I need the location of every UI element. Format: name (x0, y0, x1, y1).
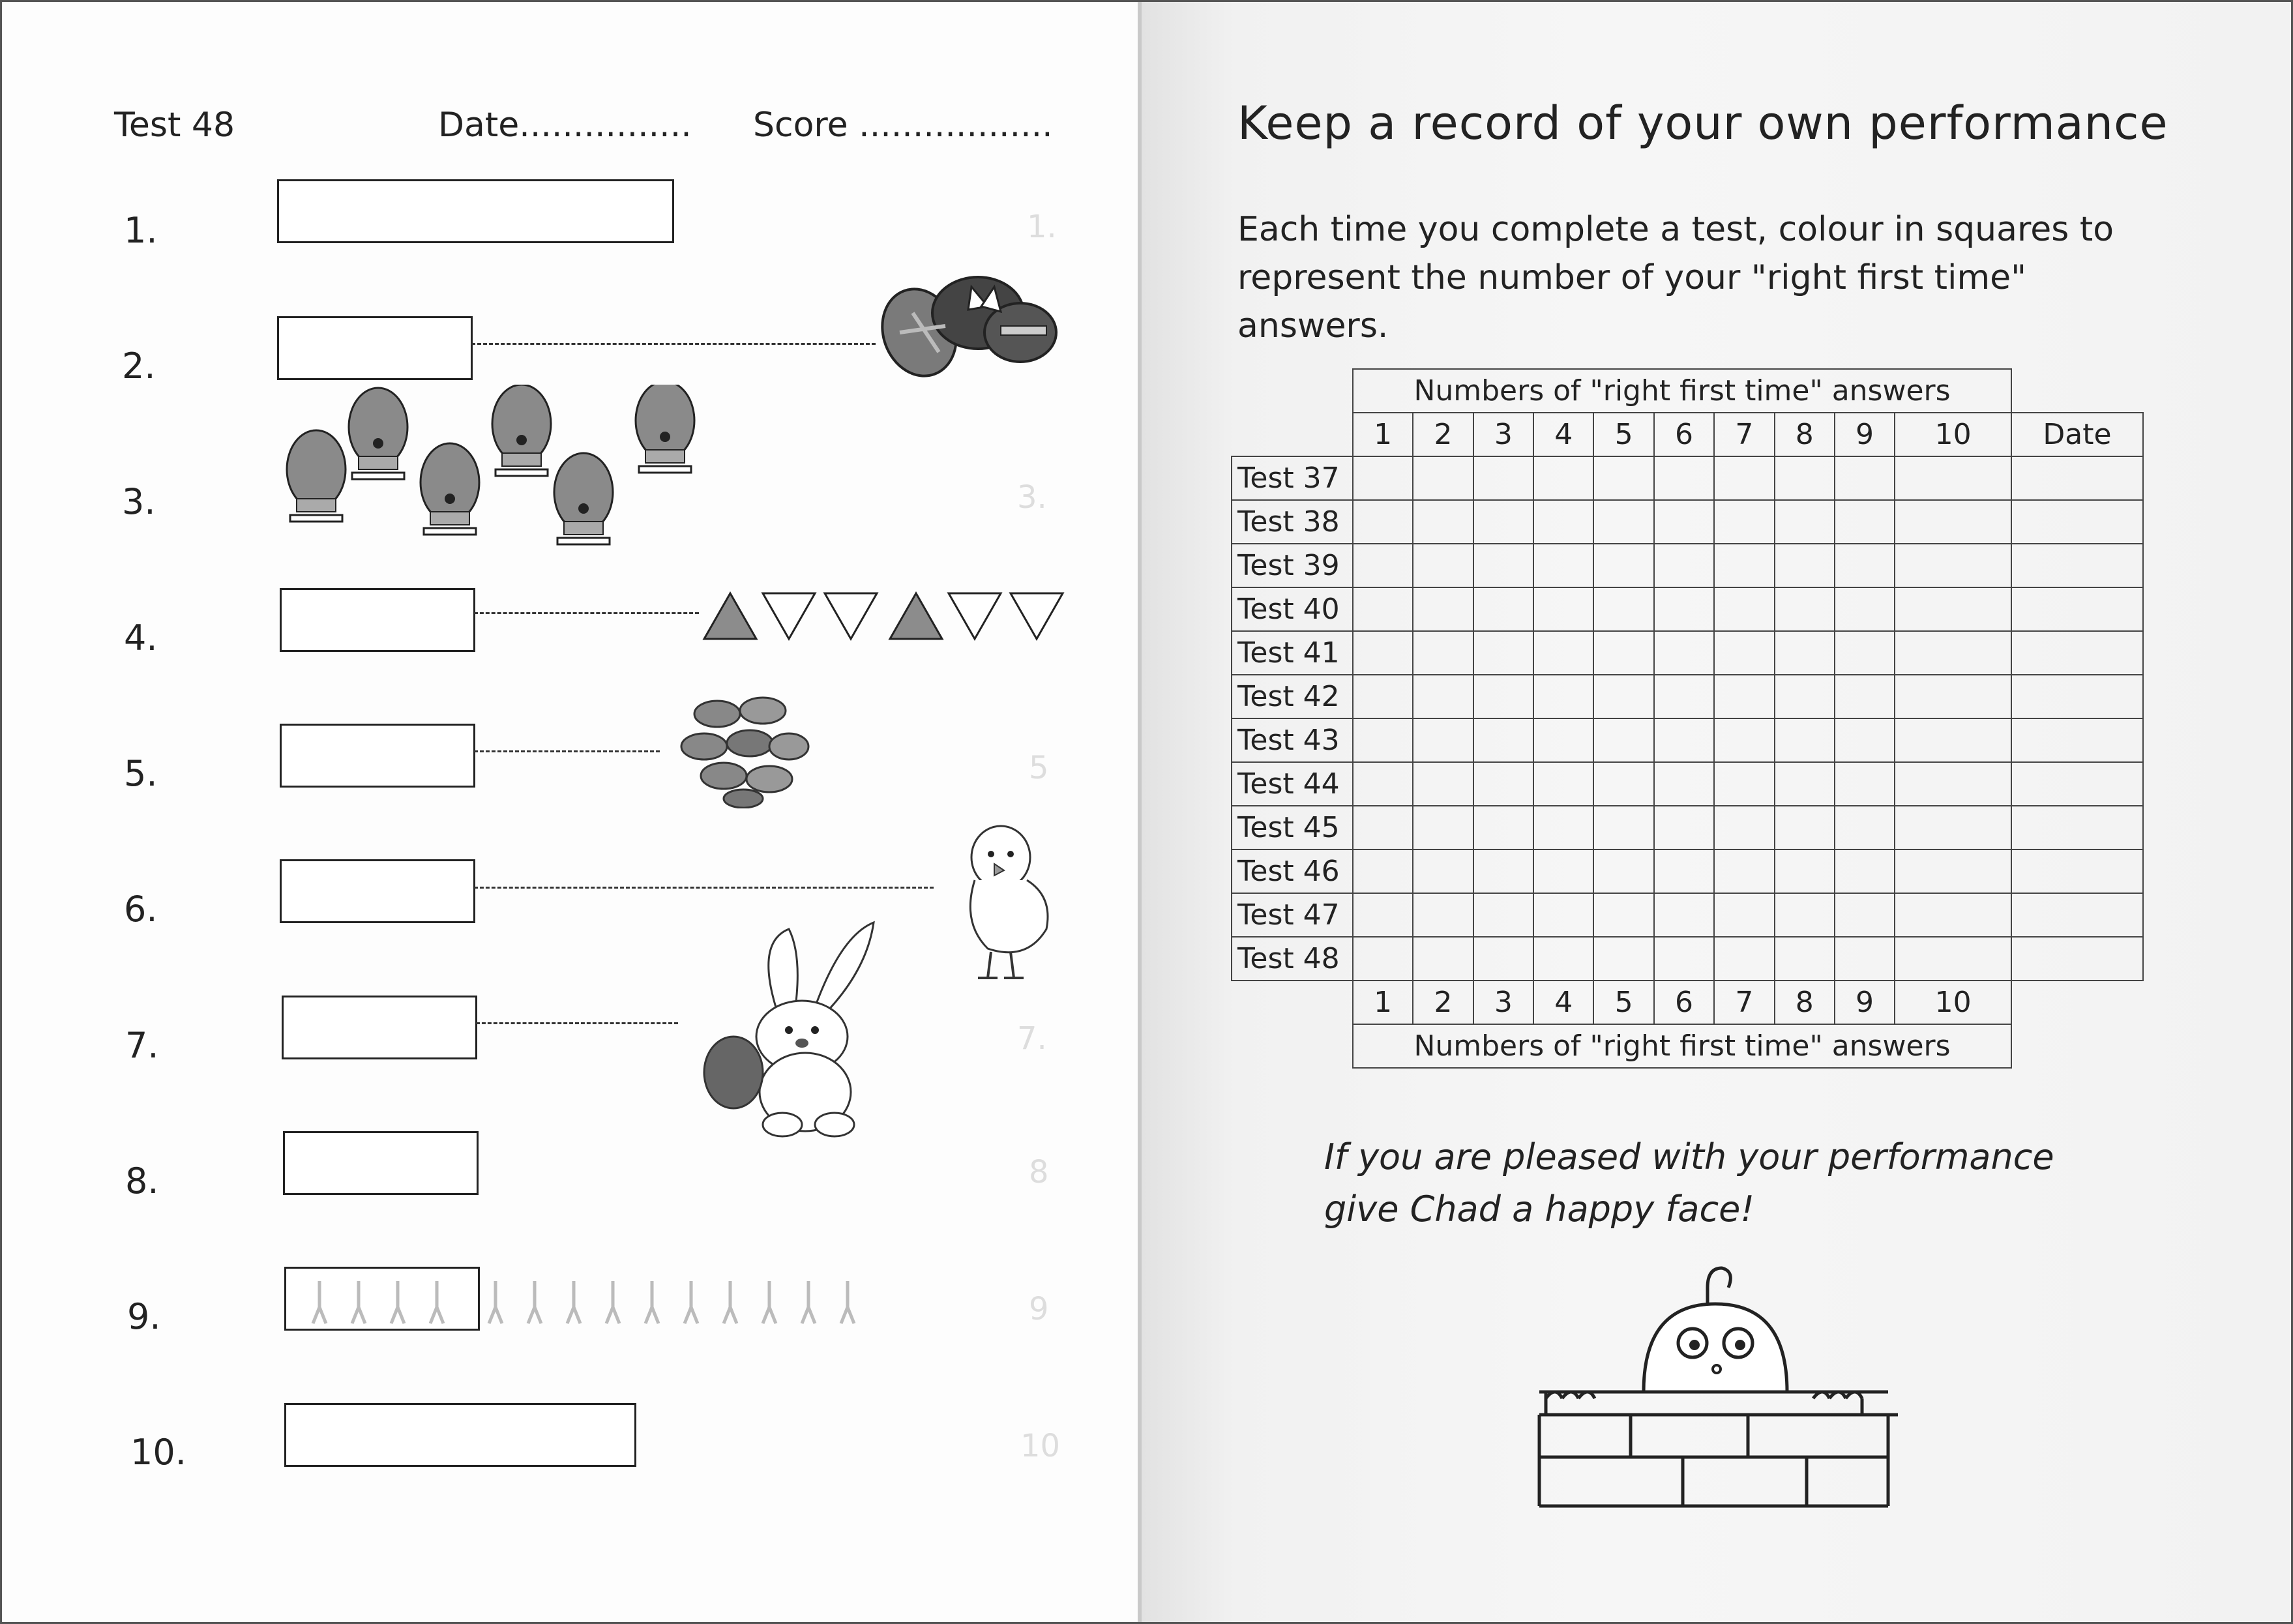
table-row (1232, 849, 2143, 893)
row-label: Test 42 (1232, 675, 1353, 718)
score-square[interactable] (1835, 631, 1895, 675)
row-label: Test 47 (1232, 893, 1353, 937)
date-cell[interactable] (2011, 544, 2143, 587)
score-square[interactable] (1775, 544, 1835, 587)
question-number: 2. (122, 346, 156, 387)
score-square[interactable] (1654, 456, 1714, 500)
question-number: 4. (124, 617, 158, 658)
blank-cell (1232, 981, 1353, 1024)
blank-cell (2011, 981, 2143, 1024)
score-square[interactable] (1353, 544, 1413, 587)
score-square[interactable] (1473, 762, 1533, 806)
score-square[interactable] (1654, 587, 1714, 631)
score-square[interactable] (1353, 762, 1413, 806)
score-square[interactable] (1413, 937, 1473, 981)
score-square[interactable] (1714, 631, 1774, 675)
column-number: 2 (1413, 413, 1473, 456)
score-square[interactable] (1413, 806, 1473, 849)
score-square[interactable] (1353, 937, 1413, 981)
pleased-text-line1: If you are pleased with your performance (1324, 1136, 2054, 1177)
score-square[interactable] (1895, 587, 2011, 631)
score-square[interactable] (1714, 718, 1774, 762)
footer-column-number: 4 (1533, 981, 1593, 1024)
score-square[interactable] (1714, 675, 1774, 718)
column-header-row (1232, 413, 2143, 456)
blank-cell (2011, 369, 2143, 413)
score-square[interactable] (1714, 937, 1774, 981)
connector-line (474, 750, 660, 752)
score-square[interactable] (1714, 587, 1774, 631)
score-square[interactable] (1835, 937, 1895, 981)
score-square[interactable] (1473, 718, 1533, 762)
table-row (1232, 762, 2143, 806)
header-caption: Numbers of "right first time" answers (1353, 369, 2011, 413)
column-number: 8 (1775, 413, 1835, 456)
footer-column-number: 2 (1413, 981, 1473, 1024)
score-square[interactable] (1775, 631, 1835, 675)
score-square[interactable] (1533, 806, 1593, 849)
score-square[interactable] (1895, 849, 2011, 893)
row-label: Test 40 (1232, 587, 1353, 631)
ghost-number: 9 (1029, 1291, 1049, 1327)
table-row (1232, 587, 2143, 631)
table-row (1232, 675, 2143, 718)
easter-eggs-icon (874, 261, 1069, 378)
score-square[interactable] (1895, 500, 2011, 544)
score-square[interactable] (1654, 937, 1714, 981)
score-square[interactable] (1473, 675, 1533, 718)
score-square[interactable] (1473, 806, 1533, 849)
score-square[interactable] (1895, 456, 2011, 500)
score-square[interactable] (1654, 718, 1714, 762)
score-square[interactable] (1473, 893, 1533, 937)
score-square[interactable] (1835, 500, 1895, 544)
score-square[interactable] (1353, 718, 1413, 762)
date-cell[interactable] (2011, 762, 2143, 806)
row-label: Test 44 (1232, 762, 1353, 806)
ghost-number: 10 (1020, 1428, 1061, 1464)
score-square[interactable] (1353, 500, 1413, 544)
score-field[interactable]: Score .................. (753, 106, 1053, 145)
score-square[interactable] (1775, 937, 1835, 981)
footer-column-number: 3 (1473, 981, 1533, 1024)
blank-cell (2011, 1024, 2143, 1068)
score-square[interactable] (1593, 631, 1653, 675)
score-square[interactable] (1533, 718, 1593, 762)
score-square[interactable] (1473, 456, 1533, 500)
score-square[interactable] (1714, 456, 1774, 500)
score-square[interactable] (1593, 587, 1653, 631)
row-label: Test 48 (1232, 937, 1353, 981)
score-square[interactable] (1413, 500, 1473, 544)
score-square[interactable] (1775, 806, 1835, 849)
score-square[interactable] (1413, 762, 1473, 806)
score-square[interactable] (1895, 806, 2011, 849)
question-number: 3. (122, 481, 156, 522)
right-page (1142, 0, 2293, 1624)
ghost-number: 8 (1029, 1154, 1049, 1190)
score-square[interactable] (1775, 456, 1835, 500)
score-square[interactable] (1835, 806, 1895, 849)
score-square[interactable] (1895, 631, 2011, 675)
question-number: 5. (124, 753, 158, 794)
answer-box-4[interactable] (280, 588, 475, 652)
date-field[interactable]: Date................ (438, 106, 692, 145)
table-row (1232, 631, 2143, 675)
footer-column-number: 1 (1353, 981, 1413, 1024)
date-cell[interactable] (2011, 456, 2143, 500)
score-square[interactable] (1775, 587, 1835, 631)
score-square[interactable] (1353, 893, 1413, 937)
score-square[interactable] (1895, 937, 2011, 981)
score-square[interactable] (1775, 893, 1835, 937)
score-square[interactable] (1533, 762, 1593, 806)
footer-column-number: 5 (1593, 981, 1653, 1024)
ghost-number: 7. (1017, 1020, 1047, 1057)
score-square[interactable] (1654, 806, 1714, 849)
row-label: Test 46 (1232, 849, 1353, 893)
bunny-icon (698, 916, 906, 1138)
footer-number-row (1232, 981, 2143, 1024)
blank-cell (1232, 369, 1353, 413)
score-square[interactable] (1775, 718, 1835, 762)
column-number: 3 (1473, 413, 1533, 456)
performance-table (1231, 368, 2144, 1069)
score-square[interactable] (1835, 587, 1895, 631)
score-square[interactable] (1533, 500, 1593, 544)
table-row (1232, 937, 2143, 981)
score-square[interactable] (1714, 806, 1774, 849)
row-label: Test 43 (1232, 718, 1353, 762)
connector-line (476, 1022, 678, 1024)
score-square[interactable] (1353, 631, 1413, 675)
score-square[interactable] (1473, 849, 1533, 893)
page-title: Keep a record of your own performance (1237, 96, 2168, 150)
connector-line (474, 612, 699, 614)
date-cell[interactable] (2011, 500, 2143, 544)
score-square[interactable] (1473, 587, 1533, 631)
date-cell[interactable] (2011, 718, 2143, 762)
score-square[interactable] (1473, 937, 1533, 981)
footer-column-number: 10 (1895, 981, 2011, 1024)
score-square[interactable] (1775, 675, 1835, 718)
score-square[interactable] (1654, 631, 1714, 675)
answer-box-1[interactable] (277, 179, 674, 243)
score-square[interactable] (1593, 544, 1653, 587)
date-cell[interactable] (2011, 937, 2143, 981)
score-square[interactable] (1895, 675, 2011, 718)
chick-icon (955, 818, 1059, 988)
connector-line (471, 343, 876, 345)
score-square[interactable] (1593, 937, 1653, 981)
score-square[interactable] (1895, 762, 2011, 806)
score-square[interactable] (1533, 544, 1593, 587)
column-number: 4 (1533, 413, 1593, 456)
table-row (1232, 718, 2143, 762)
score-square[interactable] (1473, 500, 1533, 544)
date-cell[interactable] (2011, 806, 2143, 849)
score-square[interactable] (1835, 762, 1895, 806)
score-square[interactable] (1593, 893, 1653, 937)
row-label: Test 45 (1232, 806, 1353, 849)
ghost-number: 3. (1017, 479, 1047, 516)
column-number: 7 (1714, 413, 1774, 456)
score-square[interactable] (1533, 937, 1593, 981)
connector-line (474, 887, 934, 889)
question-number: 6. (124, 889, 158, 930)
score-square[interactable] (1654, 893, 1714, 937)
date-column-header: Date (2011, 413, 2143, 456)
score-square[interactable] (1835, 675, 1895, 718)
score-square[interactable] (1895, 718, 2011, 762)
pleased-text-line2: give Chad a happy face! (1324, 1188, 1754, 1230)
table-row (1232, 500, 2143, 544)
row-label: Test 41 (1232, 631, 1353, 675)
column-number: 5 (1593, 413, 1653, 456)
footer-column-number: 9 (1835, 981, 1895, 1024)
score-square[interactable] (1714, 544, 1774, 587)
left-page (0, 0, 1142, 1624)
score-square[interactable] (1353, 806, 1413, 849)
score-square[interactable] (1654, 675, 1714, 718)
ghost-number: 1. (1027, 209, 1057, 245)
question-number: 10. (130, 1432, 186, 1473)
footer-column-number: 8 (1775, 981, 1835, 1024)
score-square[interactable] (1533, 587, 1593, 631)
triangle-icon (704, 593, 756, 639)
score-square[interactable] (1533, 893, 1593, 937)
header-caption-row (1232, 369, 2143, 413)
score-square[interactable] (1835, 544, 1895, 587)
score-square[interactable] (1714, 762, 1774, 806)
score-square[interactable] (1533, 631, 1593, 675)
score-square[interactable] (1895, 544, 2011, 587)
score-square[interactable] (1714, 849, 1774, 893)
score-square[interactable] (1593, 806, 1653, 849)
table-row (1232, 806, 2143, 849)
answer-box-8[interactable] (283, 1131, 479, 1195)
score-square[interactable] (1775, 500, 1835, 544)
date-cell[interactable] (2011, 893, 2143, 937)
triangle-icon (949, 593, 1001, 639)
triangle-icon (825, 593, 877, 639)
score-square[interactable] (1714, 500, 1774, 544)
date-cell[interactable] (2011, 587, 2143, 631)
score-square[interactable] (1473, 631, 1533, 675)
score-square[interactable] (1835, 849, 1895, 893)
footer-caption-row (1232, 1024, 2143, 1068)
column-number: 6 (1654, 413, 1714, 456)
triangle-icon (890, 593, 942, 639)
score-square[interactable] (1835, 718, 1895, 762)
score-square[interactable] (1654, 762, 1714, 806)
triangle-icon (1011, 593, 1063, 639)
question-number: 7. (125, 1025, 159, 1066)
answer-box-7[interactable] (282, 996, 477, 1059)
question-number: 1. (124, 210, 158, 251)
score-square[interactable] (1593, 500, 1653, 544)
score-square[interactable] (1353, 849, 1413, 893)
date-cell[interactable] (2011, 675, 2143, 718)
triangle-sequence (701, 590, 1073, 642)
chocolate-pile-icon (678, 688, 815, 808)
score-square[interactable] (1473, 544, 1533, 587)
answer-box-6[interactable] (280, 859, 475, 923)
score-square[interactable] (1654, 500, 1714, 544)
score-square[interactable] (1353, 587, 1413, 631)
row-label: Test 39 (1232, 544, 1353, 587)
answer-box-10[interactable] (284, 1403, 636, 1467)
score-square[interactable] (1775, 762, 1835, 806)
score-square[interactable] (1895, 893, 2011, 937)
score-square[interactable] (1593, 675, 1653, 718)
score-square[interactable] (1533, 675, 1593, 718)
score-square[interactable] (1714, 893, 1774, 937)
score-square[interactable] (1835, 456, 1895, 500)
score-square[interactable] (1413, 456, 1473, 500)
score-square[interactable] (1413, 544, 1473, 587)
score-square[interactable] (1533, 456, 1593, 500)
blank-cell (1232, 413, 1353, 456)
score-square[interactable] (1654, 849, 1714, 893)
answer-box-5[interactable] (280, 724, 475, 788)
question-number: 9. (127, 1296, 161, 1337)
column-number: 10 (1895, 413, 2011, 456)
ghost-number: 5 (1029, 750, 1049, 786)
date-cell[interactable] (2011, 631, 2143, 675)
column-number: 1 (1353, 413, 1413, 456)
test-label: Test 48 (114, 106, 235, 145)
footer-caption: Numbers of "right first time" answers (1353, 1024, 2011, 1068)
score-square[interactable] (1593, 718, 1653, 762)
score-square[interactable] (1353, 675, 1413, 718)
table-row (1232, 456, 2143, 500)
score-square[interactable] (1413, 675, 1473, 718)
table-row (1232, 893, 2143, 937)
egg-cups-icon (280, 385, 724, 567)
table-row (1232, 544, 2143, 587)
blank-cell (1232, 1024, 1353, 1068)
score-square[interactable] (1775, 849, 1835, 893)
question-number: 8. (125, 1160, 159, 1202)
answer-box-2[interactable] (277, 316, 473, 380)
score-square[interactable] (1533, 849, 1593, 893)
row-label: Test 38 (1232, 500, 1353, 544)
instructions: Each time you complete a test, colour in squares to represent the number of your "right first time" answers. (1237, 210, 2114, 346)
row-label: Test 37 (1232, 456, 1353, 500)
triangle-icon (763, 593, 815, 639)
score-square[interactable] (1413, 893, 1473, 937)
faint-figures-background (306, 1275, 887, 1327)
score-square[interactable] (1413, 631, 1473, 675)
score-square[interactable] (1413, 718, 1473, 762)
score-square[interactable] (1413, 849, 1473, 893)
footer-column-number: 7 (1714, 981, 1774, 1024)
score-square[interactable] (1353, 456, 1413, 500)
chad-icon[interactable] (1533, 1258, 1898, 1532)
footer-column-number: 6 (1654, 981, 1714, 1024)
score-square[interactable] (1593, 762, 1653, 806)
score-square[interactable] (1835, 893, 1895, 937)
score-square[interactable] (1413, 587, 1473, 631)
score-square[interactable] (1593, 456, 1653, 500)
column-number: 9 (1835, 413, 1895, 456)
score-square[interactable] (1654, 544, 1714, 587)
score-square[interactable] (1593, 849, 1653, 893)
date-cell[interactable] (2011, 849, 2143, 893)
egg-cup-icon (287, 430, 346, 522)
